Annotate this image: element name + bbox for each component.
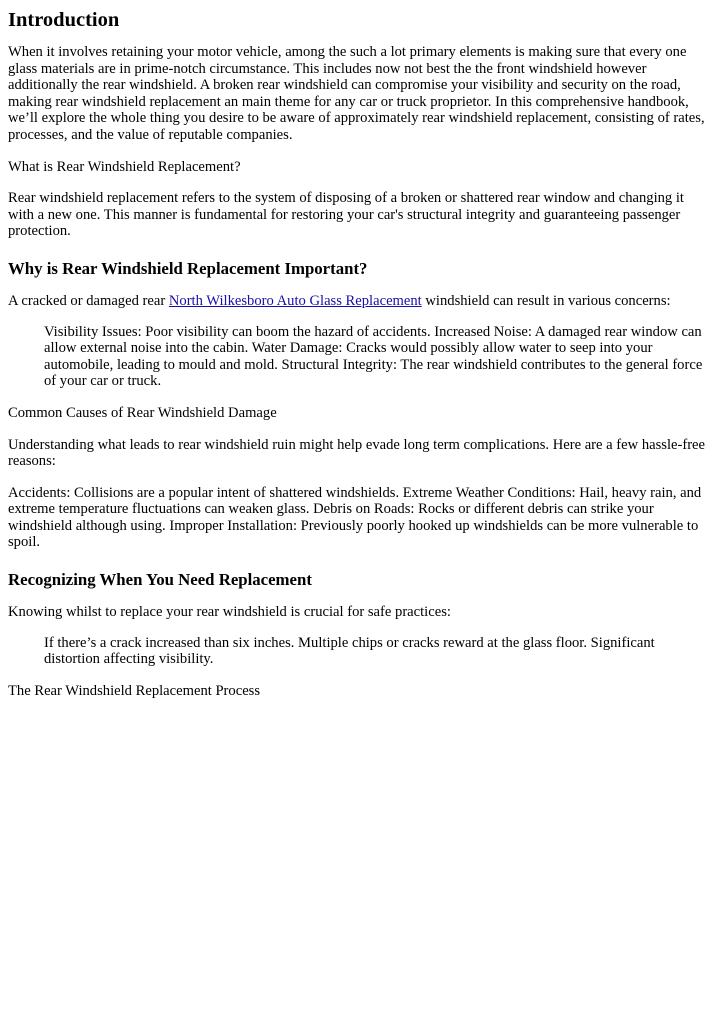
definition-paragraph: Rear windshield replacement refers to the system of disposing of a broken or shattered rear window and changing it with a new one. This manner is fundamental for restoring your car's structural integrity and guaranteeing passenger protection. — [8, 190, 684, 240]
knowing-paragraph: Knowing whilst to replace your rear windshield is crucial for safe practices: — [8, 604, 451, 621]
auto-glass-link[interactable]: North Wilkesboro Auto Glass Replacement — [168, 292, 422, 309]
why-important-heading: Why is Rear Windshield Replacement Important? — [8, 258, 368, 278]
cracked-text-after: windshield can result in various concerns: — [421, 292, 671, 309]
process-title: The Rear Windshield Replacement Process — [8, 682, 261, 699]
what-is-title: What is Rear Windshield Replacement? — [8, 158, 241, 175]
recognize-heading: Recognizing When You Need Replacement — [8, 570, 312, 590]
article — [0, 9, 720, 699]
issues-blockquote: Visibility Issues: Poor visibility can boom the hazard of accidents. Increased Noise: A damaged rear window can allow external noise into the cabin. Water Damage: Cracks would possibly allow water to seep into your automobile, leading to mould and mold. Structural Integrity: The rear windshield contributes to the general force of your car or truck. — [44, 323, 703, 390]
accidents-paragraph: Accidents: Collisions are a popular intent of shattered windshields. Extreme Weather Conditions: Hail, heavy rain, and extreme temperature fluctuations can weaken glass. Debris on Roads: Rocks or different debris can strike your windshield although using. Improper Installation: Previously poorly hooked up windshields can be more vulnerable to spoil. — [8, 484, 702, 551]
causes-title: Common Causes of Rear Windshield Damage — [8, 404, 277, 421]
cracked-paragraph — [8, 293, 712, 310]
page-title: Introduction — [8, 9, 120, 31]
cracked-text-before: A cracked or damaged rear — [8, 292, 169, 309]
crack-signs-blockquote: If there’s a crack increased than six inches. Multiple chips or cracks reward at the glass floor. Significant distortion affecting visibility. — [44, 634, 655, 668]
understanding-paragraph: Understanding what leads to rear windshield ruin might help evade long term complications. Here are a few hassle-free reasons: — [8, 436, 706, 470]
intro-paragraph: When it involves retaining your motor vehicle, among the such a lot primary elements is making sure that every one glass materials are in prime-notch circumstance. This includes now not best the the front windshield however additionally the rear windshield. A broken rear windshield can compromise your visibility and security on the road, making rear windshield replacement an main theme for any car or truck proprietor. In this comprehensive handbook, we’ll explore the whole thing you desire to be aware of approximately rear windshield replacement, consisting of rates, processes, and the value of reputable companies. — [8, 44, 705, 143]
